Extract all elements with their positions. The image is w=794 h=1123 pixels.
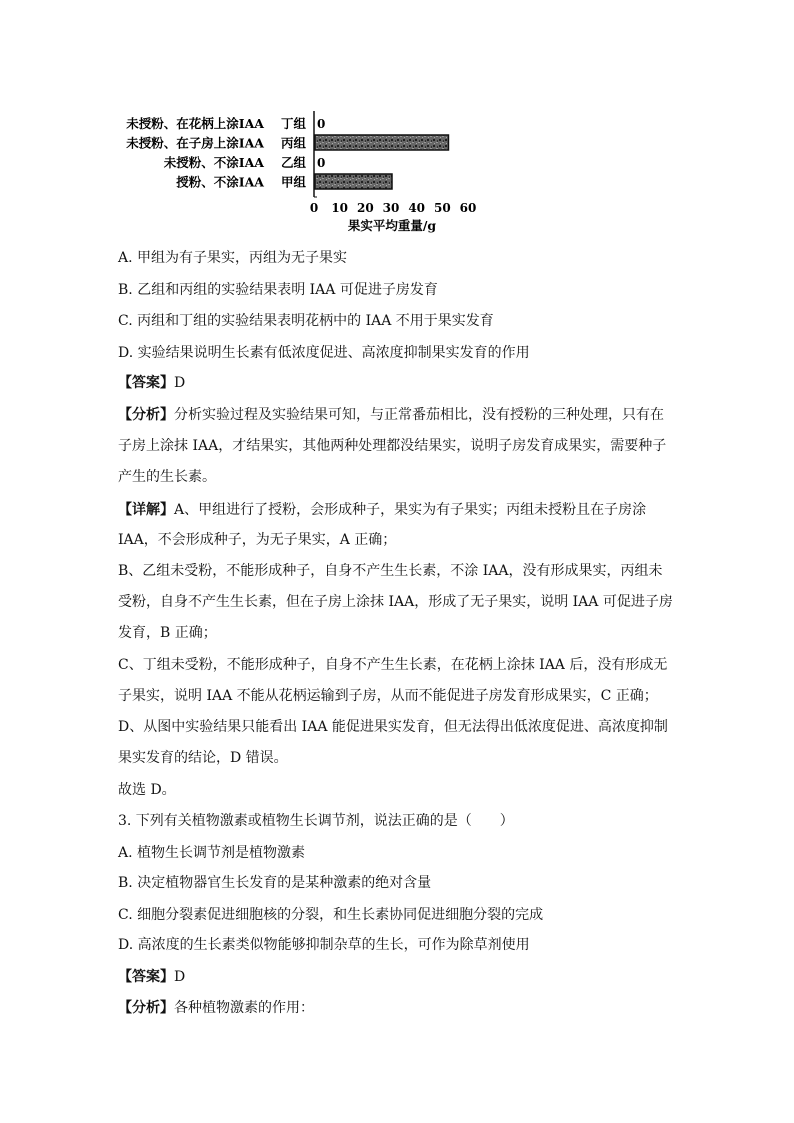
text-line (118, 935, 530, 955)
text-line (118, 811, 514, 831)
x-tick-label: 10 (331, 201, 349, 215)
text-line (118, 500, 646, 520)
line-text: IAA，不会形成种子，为无子果实，A 正确； (118, 532, 397, 548)
text-line (118, 655, 667, 675)
line-text: D. 高浓度的生长素类似物能够抑制杂草的生长，可作为除草剂使用 (118, 937, 530, 953)
line-text: 受粉，自身不产生生长素，但在子房上涂抹 IAA，形成了无子果实，说明 IAA 可促进子房 (118, 594, 673, 610)
text-line (118, 530, 396, 550)
line-text: 3. 下列有关植物激素或植物生长调节剂，说法正确的是（ ） (118, 813, 514, 829)
bar-value-label: 0 (317, 156, 326, 170)
text-line (118, 436, 666, 456)
line-text: 产生的生长素。 (118, 469, 216, 485)
text-line (118, 343, 530, 363)
x-tick-label: 0 (309, 201, 319, 215)
line-text: 果实发育的结论，D 错误。 (118, 750, 288, 766)
category-treatment-label: 授粉、不涂IAA (176, 174, 264, 190)
line-text: A. 植物生长调节剂是植物激素 (118, 845, 306, 861)
text-line (118, 967, 185, 987)
text-line (118, 873, 431, 893)
line-text: D (174, 375, 186, 391)
text-line (118, 592, 673, 612)
line-text: D. 实验结果说明生长素有低浓度促进、高浓度抑制果实发育的作用 (118, 345, 530, 361)
bar (315, 135, 448, 150)
x-tick-label: 20 (356, 201, 374, 215)
line-text: C. 细胞分裂素促进细胞核的分裂，和生长素协同促进细胞分裂的完成 (118, 907, 544, 923)
line-text: B、乙组未受粉，不能形成种子，自身不产生生长素，不涂 IAA，没有形成果实，丙组未 (118, 563, 663, 579)
x-tick-label: 60 (459, 201, 477, 215)
text-line (118, 373, 185, 393)
category-treatment-label: 未授粉、在花柄上涂IAA (126, 116, 264, 131)
x-axis-title: 果实平均重量/g (347, 218, 437, 233)
text-line (118, 280, 438, 300)
text-line (118, 623, 217, 643)
line-text: C、丁组未受粉，不能形成种子，自身不产生生长素，在花柄上涂抹 IAA 后，没有形成无 (118, 657, 668, 673)
text-line (118, 780, 176, 800)
line-text: 故选 D。 (118, 782, 176, 798)
line-text: A. 甲组为有子果实，丙组为无子果实 (118, 250, 348, 266)
text-line (118, 843, 305, 863)
bar-value-label: 0 (317, 117, 326, 131)
line-text: 分析实验过程及实验结果可知，与正常番茄相比，没有授粉的三种处理，只有在 (174, 407, 664, 423)
line-text: B. 决定植物器官生长发育的是某种激素的绝对含量 (118, 875, 432, 891)
category-treatment-label: 未授粉、在子房上涂IAA (126, 135, 264, 151)
line-text: 发育，B 正确； (118, 625, 217, 641)
line-text: D、从图中实验结果只能看出 IAA 能促进果实发育，但无法得出低浓度促进、高浓度抑制 (118, 719, 668, 735)
section-tag: 【分析】 (118, 1000, 174, 1016)
section-tag: 【答案】 (118, 375, 174, 391)
category-group-label: 甲组 (280, 174, 306, 190)
text-line (118, 561, 663, 581)
chart-svg (115, 103, 477, 238)
bar (315, 174, 392, 189)
line-text: 子果实，说明 IAA 不能从花柄运输到子房，从而不能促进子房发育形成果实，C 正确； (118, 688, 658, 704)
text-line (118, 905, 543, 925)
section-tag: 【答案】 (118, 969, 174, 985)
text-line (118, 405, 664, 425)
category-group-label: 丁组 (280, 116, 306, 131)
category-group-label: 丙组 (280, 135, 306, 151)
x-tick-label: 30 (382, 201, 400, 215)
x-tick-label: 40 (408, 201, 426, 215)
line-text: A、甲组进行了授粉，会形成种子，果实为有子果实；丙组未授粉且在子房涂 (174, 502, 647, 518)
section-tag: 【分析】 (118, 407, 174, 423)
text-line (118, 686, 658, 706)
x-tick-label: 50 (433, 201, 451, 215)
fruit-weight-bar-chart (115, 103, 477, 238)
category-treatment-label: 未授粉、不涂IAA (163, 155, 264, 170)
text-line (118, 717, 668, 737)
line-text: C. 丙组和丁组的实验结果表明花柄中的 IAA 不用于果实发育 (118, 313, 494, 329)
text-line (118, 311, 494, 331)
text-line (118, 248, 347, 268)
line-text: B. 乙组和丙组的实验结果表明 IAA 可促进子房发育 (118, 282, 438, 298)
text-line (118, 748, 288, 768)
section-tag: 【详解】 (118, 502, 174, 518)
text-line (118, 998, 314, 1018)
category-group-label: 乙组 (280, 155, 306, 170)
line-text: 各种植物激素的作用： (174, 1000, 314, 1016)
line-text: 子房上涂抹 IAA，才结果实，其他两种处理都没结果实，说明子房发育成果实，需要种子 (118, 438, 667, 454)
line-text: D (174, 969, 186, 985)
text-line (118, 467, 216, 487)
